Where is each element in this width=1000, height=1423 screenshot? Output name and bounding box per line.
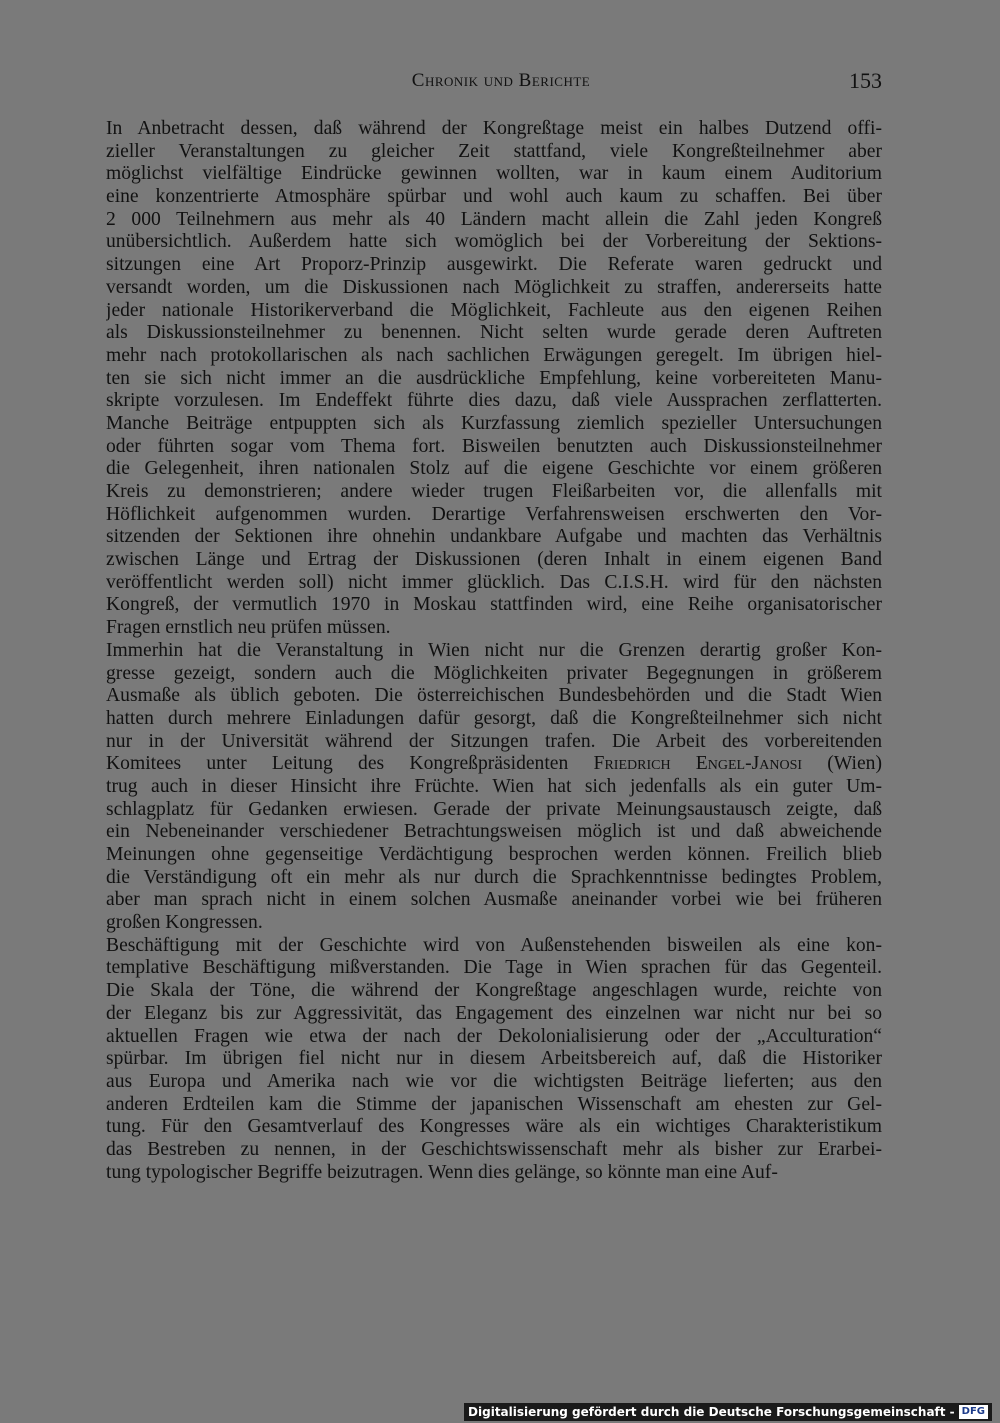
text-line: unübersichtlich. Außerdem hatte sich womöglich bei der Vorbereitung der Sektions- [106,231,882,253]
text-line: oder führten sogar vom Thema fort. Bisweilen benutzten auch Diskussionsteilnehmer [106,435,882,457]
text-line: das Bestreben zu nennen, in der Geschichtswissenschaft mehr als bisher zur Erarbei- [106,1138,882,1160]
text-line: die Verständigung oft ein mehr als nur durch die Sprachkenntnisse bedingtes Problem, [106,866,882,888]
text-line: Beschäftigung mit der Geschichte wird von Außenstehenden bisweilen als eine kon- [106,934,882,956]
text-line: templative Beschäftigung mißverstanden. Die Tage in Wien sprachen für das Gegenteil. [106,957,882,979]
text-line: Manche Beiträge entpuppten sich als Kurzfassung ziemlich spezieller Untersuchungen [106,412,882,434]
text-line: möglichst vielfältige Eindrücke gewinnen wollten, war in kaum einem Auditorium [106,163,882,185]
text-line: zwischen Länge und Ertrag der Diskussionen (deren Inhalt in einem eigenen Band [106,549,882,571]
running-head [120,70,882,100]
body-text [106,118,882,1184]
text-line: 2 000 Teilnehmern aus mehr als 40 Ländern macht allein die Zahl jeden Kongreß [106,208,882,230]
paragraph [106,935,882,1185]
running-title: Chronik und Berichte [411,70,591,91]
text-line: ein Nebeneinander verschiedener Betrachtungsweisen möglich ist und daß abweichende [106,821,882,843]
text-line: spürbar. Im übrigen fiel nicht nur in diesem Arbeitsbereich auf, daß die Historiker [106,1048,882,1070]
paragraph [106,118,882,640]
text-line: Immerhin hat die Veranstaltung in Wien nicht nur die Grenzen derartig großer Kon- [106,639,882,661]
text-line: skripte vorzulesen. Im Endeffekt führte dies dazu, daß viele Aussprachen zerflatterten. [106,390,882,412]
text-line: sitzungen eine Art Proporz-Prinzip ausgewirkt. Die Referate waren gedruckt und [106,254,882,276]
text-line: als Diskussionsteilnehmer zu benennen. Nicht selten wurde gerade deren Auftreten [106,322,882,344]
dfg-logo: DFG [959,1405,988,1419]
text-line: aber man sprach nicht in einem solchen Ausmaße aneinander vorbei wie bei früheren [106,889,882,911]
text-line: aus Europa und Amerika nach wie vor die wichtigsten Beiträge lieferten; aus den [106,1070,882,1092]
text-line: Höflichkeit aufgenommen wurden. Derartige Verfahrensweisen erschwerten den Vor- [106,503,882,525]
text-line: hatten durch mehrere Einladungen dafür gesorgt, daß die Kongreßteilnehmer sich nicht [106,707,882,729]
text-line: trug auch in dieser Hinsicht ihre Früchte. Wien hat sich jedenfalls als ein guter Um- [106,775,882,797]
text-line: sitzenden der Sektionen ihre ohnehin undankbare Aufgabe und machten das Verhältnis [106,526,882,548]
text-line: In Anbetracht dessen, daß während der Kongreßtage meist ein halbes Dutzend offi- [106,118,882,139]
text-line: aktuellen Fragen wie etwa der nach der Dekolonialisierung oder der „Acculturation“ [106,1025,882,1047]
text-line: gresse gezeigt, sondern auch die Möglichkeiten privater Begegnungen in größerem [106,662,882,684]
text-line: Meinungen ohne gegenseitige Verdächtigung besprochen werden können. Freilich blieb [106,844,882,865]
text-line: jeder nationale Historikerverband die Möglichkeit, Fachleute aus den eigenen Reihen [106,299,882,321]
paragraph [106,640,882,935]
text-line: Kreis zu demonstrieren; andere wieder trugen Fleißarbeiten vor, die allenfalls mit [106,481,882,502]
text-line: veröffentlicht werden soll) nicht immer glücklich. Das C.I.S.H. wird für den nächsten [106,571,882,593]
text-line: zieller Veranstaltungen zu gleicher Zeit stattfand, viele Kongreßteilnehmer aber [106,140,882,162]
page-number: 153 [849,68,882,93]
text-line: Kongreß, der vermutlich 1970 in Moskau stattfinden wird, eine Reihe organisatorischer [106,594,882,616]
text-line: schlagplatz für Gedanken erwiesen. Gerade der private Meinungsaustausch zeigte, daß [106,798,882,820]
text-line: Komitees unter Leitung des Kongreßpräsidenten Friedrich Engel-Janosi (Wien) [106,753,882,775]
footer-credit: Digitalisierung gefördert durch die Deutsche Forschungsgemeinschaft - [468,1405,955,1419]
text-line: nur in der Universität während der Sitzungen trafen. Die Arbeit des vorbereitenden [106,730,882,752]
text-line: der Eleganz bis zur Aggressivität, das Engagement des einzelnen war nicht nur bei so [106,1002,882,1024]
text-line: Fragen ernstlich neu prüfen müssen. [106,617,391,639]
text-line: anderen Erdteilen kam die Stimme der japanischen Wissenschaft am ehesten zur Gel- [106,1093,882,1115]
text-line: eine konzentrierte Atmosphäre spürbar und wohl auch kaum zu schaffen. Bei über [106,186,882,208]
text-line: die Gelegenheit, ihren nationalen Stolz auf die eigene Geschichte vor einem größeren [106,458,882,480]
text-line: tung. Für den Gesamtverlauf des Kongresses wäre als ein wichtiges Charakteristikum [106,1116,882,1138]
text-line: versandt worden, um die Diskussionen nach Möglichkeit zu straffen, andererseits hatte [106,276,882,298]
text-line: Ausmaße als üblich geboten. Die österreichischen Bundesbehörden und die Stadt Wien [106,685,882,707]
text-line: großen Kongressen. [106,912,263,934]
text-line: tung typologischer Begriffe beizutragen. Wenn dies gelänge, so könnte man eine Auf- [106,1161,778,1183]
text-line: ten sie sich nicht immer an die ausdrückliche Empfehlung, keine vorbereiteten Manu- [106,367,882,389]
digitization-footer [464,1403,992,1421]
text-line: mehr nach protokollarischen als nach sachlichen Erwägungen geregelt. Im übrigen hiel- [106,344,882,366]
text-line: Die Skala der Töne, die während der Kongreßtage angeschlagen wurde, reichte von [106,980,882,1002]
